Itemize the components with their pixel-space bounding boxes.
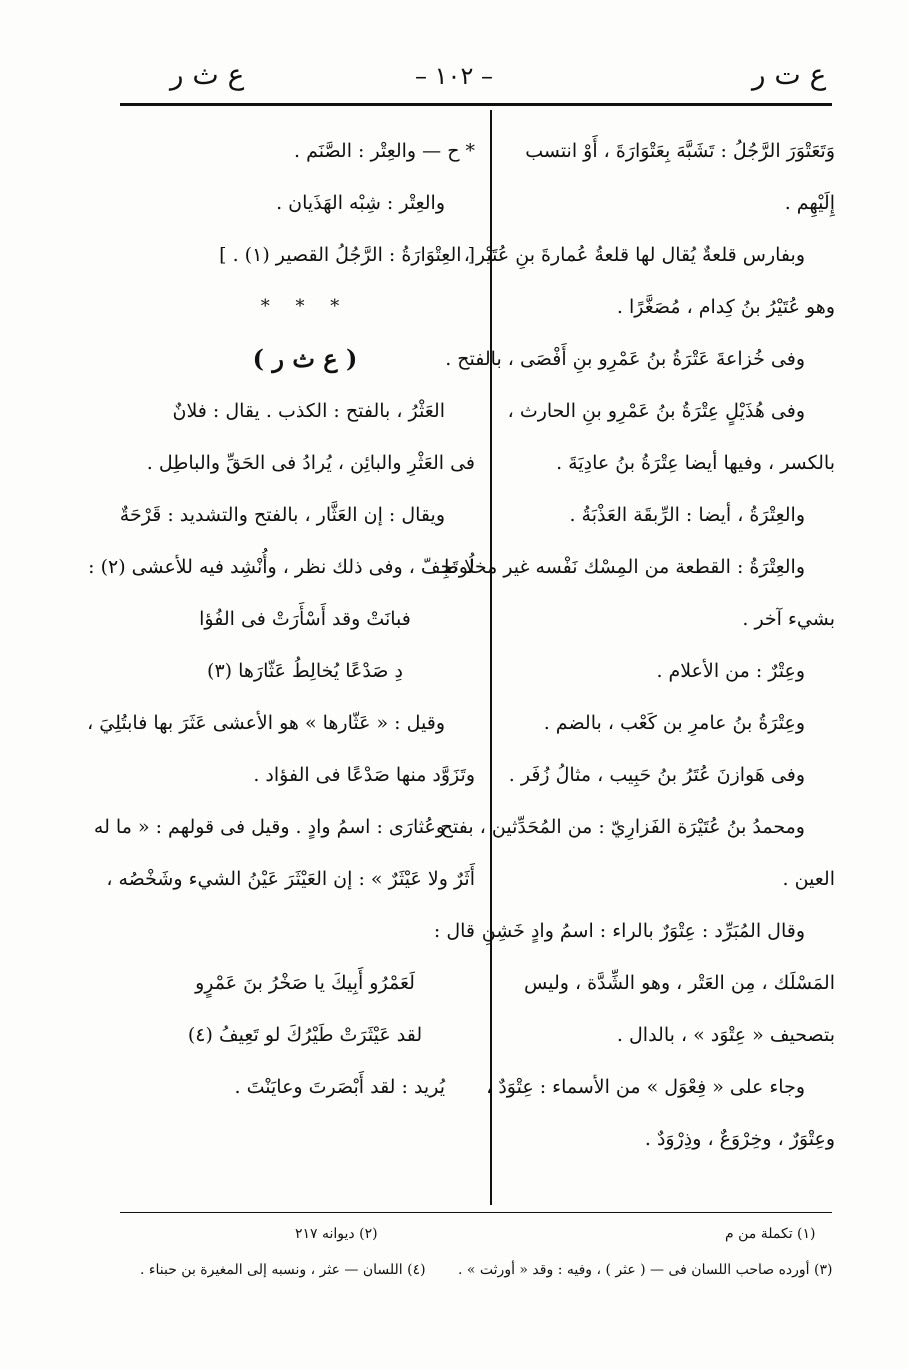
section-separator: * * * (260, 296, 350, 317)
verse-line: لقد عَيْثَرَتْ طَيْرُكَ لو تَعِيفُ (٤) (187, 1024, 423, 1046)
verse-line: فبانَتْ وقد أَسْأَرَتْ فى الفُؤا (199, 608, 411, 630)
text-line: وقيل : « عَثّارها » هو الأعشى عَثَرَ بها فابتُلِيَ ، (87, 712, 445, 734)
text-line: ويقال : إن العَثَّار ، بالفتح والتشديد : قَرْحَةٌ (119, 504, 445, 526)
text-line: العين . (782, 868, 835, 890)
text-line: وبفارس قلعةٌ يُقال لها قلعةُ عُمارةَ بنِ عُتَيْر ، (463, 244, 805, 266)
text-line: [ العِتْوَارَةُ : الرَّجُلُ القصير (١) . ] (219, 244, 475, 266)
text-line: وتَزَوَّد منها صَدْعًا فى الفؤاد . (253, 764, 475, 786)
text-line: يُريد : لقد أَبْصَرتَ وعايَنْتَ . (234, 1076, 445, 1098)
footnote-1: (١) تكملة من م (725, 1226, 816, 1242)
footnote-3: (٣) أورده صاحب اللسان فى — ( عثر ) ، وفيه : وقد « أورثت » . (458, 1262, 833, 1278)
text-line: وفى خُزاعةَ عَتْرَةُ بنُ عَمْرِو بنِ أَفْصَى ، بالفتح . (445, 348, 805, 370)
right-column (440, 125, 835, 1165)
left-column (87, 125, 475, 1113)
text-line: إِلَيْهِم . (784, 192, 835, 214)
text-line: وهو عُتَيْرُ بنُ كِدام ، مُصَغَّرًا . (616, 296, 835, 318)
text-line: وعِتْوَرٌ ، وخِرْوَعٌ ، وذِرْوَدٌ . (644, 1128, 835, 1150)
text-line: * ح — والعِتْر : الصَّنَم . (294, 140, 475, 162)
entry-heading: ( ع ث ر ) (252, 344, 358, 373)
text-line: وجاء على « فِعْوَل » من الأسماء : عِتْوَدٌ ، (486, 1076, 805, 1098)
text-line: قال : (433, 920, 475, 942)
footnote-2: (٢) ديوانه ٢١٧ (295, 1226, 378, 1242)
text-line: العَثْرُ ، بالفتح : الكذب . يقال : فلانٌ (172, 400, 445, 422)
text-line: وَتَعَتْوَرَ الرَّجُلُ : تَشَبَّهَ بِعَتْوَارَةَ ، أَوْ انتسب (525, 140, 835, 162)
text-line: وفى هَوازنَ عُتَرُ بنُ حَبِيب ، مثالُ زُفَر . (508, 764, 805, 786)
text-line: وعِتْرَةُ بنُ عامرِ بن كَعْب ، بالضم . (543, 712, 805, 734)
text-line: لا تَجِفّ ، وفى ذلك نظر ، وأُنْشِد فيه للأعشى (٢) : (88, 556, 475, 578)
text-line: والعِتْرَةُ ، أيضا : الرِّبقَة العَذْبَةُ . (569, 504, 805, 526)
footnote-4: (٤) اللسان — عثر ، ونسبه إلى المغيرة بن حبناء . (140, 1262, 426, 1278)
text-line: فى العَثْرِ والبائِن ، يُرادُ فى الحَقِّ والباطِل . (146, 452, 475, 474)
text-line: أَثَرٌ ولا عَيْثَرٌ » : إن العَيْثَرَ عَيْنُ الشيء وشَخْصُه ، (106, 868, 475, 890)
running-head-left: ع ث ر (170, 58, 245, 91)
verse-line: دِ صَدْعًا يُخالِطُ عَثّارَها (٣) (207, 660, 403, 682)
text-line: والعِتْر : شِبْه الهَذَيان . (276, 192, 445, 214)
text-line: وقال المُبَرِّد : عِتْوَرٌ بالراء : اسمُ وادٍ خَشِنِ (481, 920, 805, 942)
text-line: بشيء آخر . (742, 608, 835, 630)
text-line: المَسْلَك ، مِن العَتْر ، وهو الشِّدَّة ، وليس (524, 972, 835, 994)
footnote-rule (120, 1212, 832, 1213)
text-line: والعِتْرَةُ : القطعة من المِسْك نَفْسه غير مخلُوط (441, 556, 805, 578)
text-line: ومحمدُ بنُ عُتَيْرَة الفَزارِيّ : من المُحَدِّثين ، بفتح (440, 816, 805, 838)
verse-line: لَعَمْرُو أَبِيكَ يا صَخْرُ بنَ عَمْرٍو (195, 972, 415, 994)
text-line: بتصحيف « عِتْوَد » ، بالدال . (616, 1024, 835, 1046)
text-line: بالكسر ، وفيها أيضا عِتْرَةُ بنُ عادِيَةَ . (556, 452, 835, 474)
running-head-right: ع ت ر (752, 58, 827, 91)
text-line: وعِتْرٌ : من الأعلام . (656, 660, 805, 682)
page-number: – ١٠٢ – (415, 62, 493, 90)
text-line: وفى هُذَيْلٍ عِتْرَةُ بنُ عَمْرِو بنِ الحارث ، (507, 400, 805, 422)
header-rule (120, 103, 832, 106)
text-line: وعُثارَى : اسمُ وادٍ . وقيل فى قولهم : « ما له (93, 816, 445, 838)
